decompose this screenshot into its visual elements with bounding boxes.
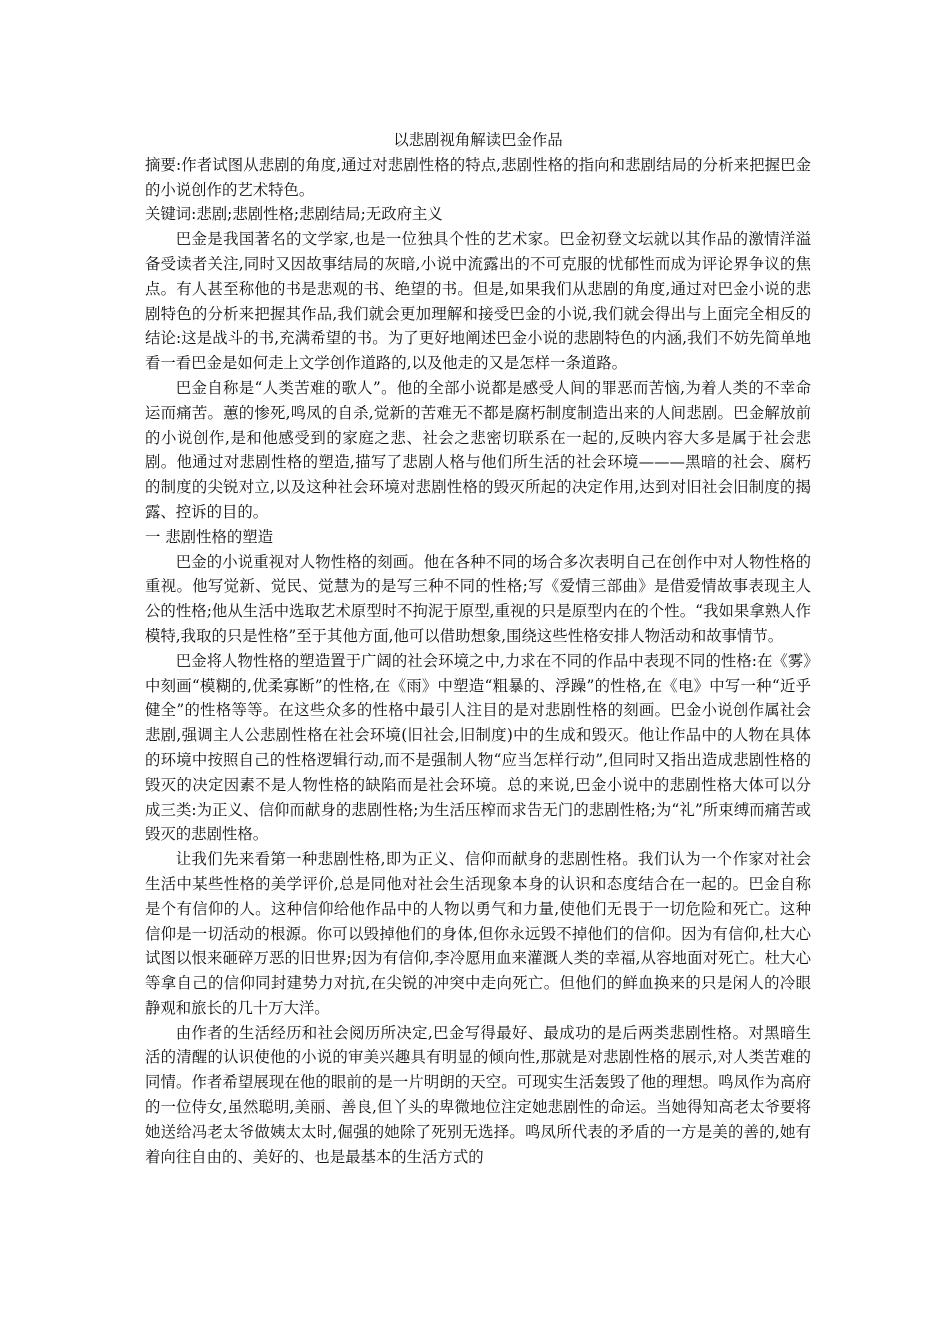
body-paragraph: 由作者的生活经历和社会阅历所决定,巴金写得最好、最成功的是后两类悲剧性格。对黑暗生活的清醒的认识使他的小说的审美兴趣具有明显的倾向性,那就是对悲剧性格的展示,对人类苦难的同情。作者希望展现在他的眼前的是一片明朗的天空。可现实生活轰毁了他的理想。鸣凤作为高府的一位侍女,虽然聪明,美丽、善良,但丫头的卑微地位注定她悲剧性的命运。当她得知高老太爷要将她送给冯老太爷做姨太太时,倔强的她除了死别无选择。鸣凤所代表的矛盾的一方是美的善的,她有着向往自由的、美好的、也是最基本的生活方式的 bbox=[145, 1023, 811, 1166]
section-heading: 一 悲剧性格的塑造 bbox=[145, 527, 274, 546]
body-paragraph: 巴金的小说重视对人物性格的刻画。他在各种不同的场合多次表明自己在创作中对人物性格的重视。他写觉新、觉民、觉慧为的是写三种不同的性格;写《爱情三部曲》是借爱情故事表现主人公的性格;他从生活中选取艺术原型时不拘泥于原型,重视的只是原型内在的个性。“我如果拿熟人作模特,我取的只是性格”至于其他方面,他可以借助想象,围绕这些性格安排人物活动和故事情节。 bbox=[145, 552, 811, 645]
keywords: 关键词:悲剧;悲剧性格;悲剧结局;无政府主义 bbox=[145, 205, 443, 224]
body-paragraph: 让我们先来看第一种悲剧性格,即为正义、信仰而献身的悲剧性格。我们认为一个作家对社会生活中某些性格的美学评价,总是同他对社会生活现象本身的认识和态度结合在一起的。巴金自称是个有信仰的人。这种信仰给他作品中的人物以勇气和力量,使他们无畏于一切危险和死亡。这种信仰是一切活动的根源。你可以毁掉他们的身体,但你永远毁不掉他们的信仰。因为有信仰,杜大心试图以恨来砸碎万恶的旧世界;因为有信仰,李冷愿用血来灌溉人类的幸福,从容地面对死亡。杜大心等拿自己的信仰同封建势力对抗,在尖锐的冲突中走向死亡。但他们的鲜血换来的只是闲人的冷眼静观和旅长的几十万大洋。 bbox=[145, 850, 811, 1017]
abstract: 摘要:作者试图从悲剧的角度,通过对悲剧性格的特点,悲剧性格的指向和悲剧结局的分析来把握巴金的小说创作的艺术特色。 bbox=[145, 155, 811, 199]
document-title: 以悲剧视角解读巴金作品 bbox=[393, 131, 563, 149]
body-paragraph: 巴金是我国著名的文学家,也是一位独具个性的艺术家。巴金初登文坛就以其作品的激情洋溢备受读者关注,同时又因故事结局的灰暗,小说中流露出的不可克服的忧郁性而成为评论界争议的焦点。有人甚至称他的书是悲观的书、绝望的书。但是,如果我们从悲剧的角度,通过对巴金小说的悲剧特色的分析来把握其作品,我们就会更加理解和接受巴金的小说,我们就会得出与上面完全相反的结论:这是战斗的书,充满希望的书。为了更好地阐述巴金小说的悲剧特色的内涵,我们不妨先简单地看一看巴金是如何走上文学创作道路的,以及他走的又是怎样一条道路。 bbox=[145, 230, 811, 373]
body-paragraph: 巴金自称是“人类苦难的歌人”。他的全部小说都是感受人间的罪恶而苦恼,为着人类的不幸命运而痛苦。蕙的惨死,鸣凤的自杀,觉新的苦难无不都是腐朽制度制造出来的人间悲剧。巴金解放前的小说创作,是和他感受到的家庭之悲、社会之悲密切联系在一起的,反映内容大多是属于社会悲剧。他通过对悲剧性格的塑造,描写了悲剧人格与他们所生活的社会环境———黑暗的社会、腐朽的制度的尖锐对立,以及这种社会环境对悲剧性格的毁灭所起的决定作用,达到对旧社会旧制度的揭露、控诉的目的。 bbox=[145, 378, 811, 521]
document-page bbox=[145, 128, 811, 1169]
body-paragraph: 巴金将人物性格的塑造置于广阔的社会环境之中,力求在不同的作品中表现不同的性格:在《雾》中刻画“模糊的,优柔寡断”的性格,在《雨》中塑造“粗暴的、浮躁”的性格,在《电》中写一种“近乎健全”的性格等等。在这些众多的性格中最引人注目的是对悲剧性格的刻画。巴金小说创作属社会悲剧,强调主人公悲剧性格在社会环境(旧社会,旧制度)中的生成和毁灭。他让作品中的人物在具体的环境中按照自己的性格逻辑行动,而不是强制人物“应当怎样行动”,但同时又指出造成悲剧性格的毁灭的决定因素不是人物性格的缺陷而是社会环境。总的来说,巴金小说中的悲剧性格大体可以分成三类:为正义、信仰而献身的悲剧性格;为生活压榨而求告无门的悲剧性格;为“礼”所束缚而痛苦或毁灭的悲剧性格。 bbox=[145, 651, 811, 844]
